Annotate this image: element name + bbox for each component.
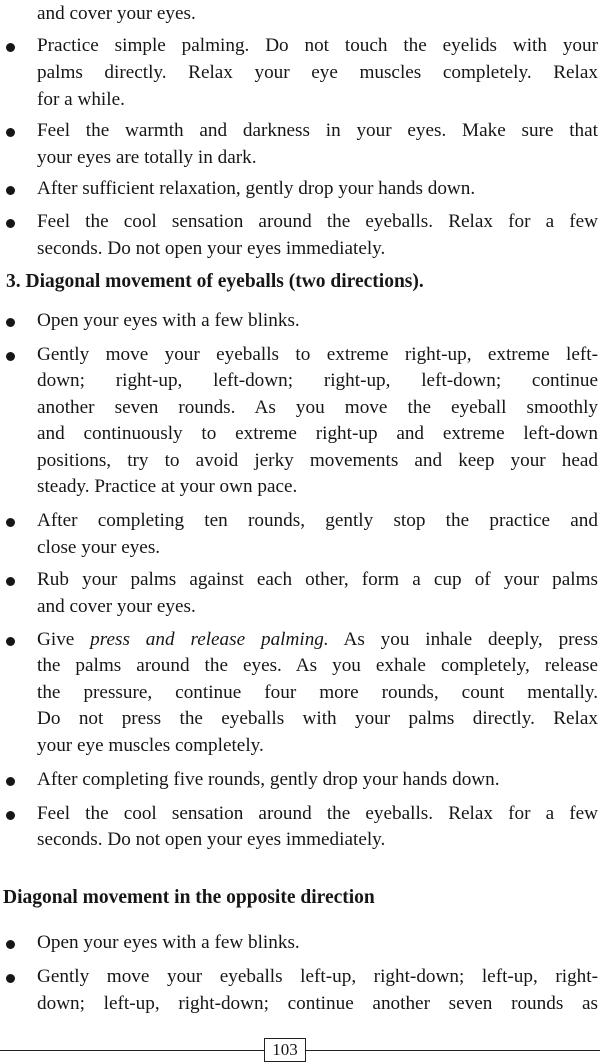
text-line: Gently move your eyeballs to extreme right-up, extreme left- bbox=[37, 344, 598, 365]
text-line: the palms around the eyes. As you exhale completely, release bbox=[37, 655, 598, 676]
text-line: your eyes are totally in dark. bbox=[37, 147, 257, 168]
text-line: steady. Practice at your own pace. bbox=[37, 476, 298, 497]
text-line: Feel the warmth and darkness in your eyes. Make sure that bbox=[37, 120, 598, 141]
text-line bbox=[37, 626, 598, 653]
page-number: 103 bbox=[264, 1038, 306, 1062]
text-run: As you inhale deeply, press bbox=[328, 629, 598, 650]
bullet-dot bbox=[6, 186, 15, 195]
text-line: the pressure, continue four more rounds, count mentally. bbox=[37, 682, 598, 703]
text-line: Do not press the eyeballs with your palms directly. Relax bbox=[37, 708, 598, 729]
text-line: down; right-up, left-down; right-up, left-down; continue bbox=[37, 370, 598, 391]
footer-rule-left bbox=[0, 1050, 264, 1051]
subsection-heading: Diagonal movement in the opposite direction bbox=[3, 887, 375, 908]
text-line: Rub your palms against each other, form a cup of your palms bbox=[37, 569, 598, 590]
bullet-dot bbox=[6, 352, 15, 361]
bullet-dot bbox=[6, 637, 15, 646]
bullet-dot bbox=[6, 219, 15, 228]
text-line: After sufficient relaxation, gently drop your hands down. bbox=[37, 178, 476, 199]
text-line: and cover your eyes. bbox=[37, 3, 196, 24]
text-run: Give bbox=[37, 629, 91, 650]
bullet-dot bbox=[6, 318, 15, 327]
bullet-dot bbox=[6, 974, 15, 983]
text-line: positions, try to avoid jerky movements and keep your head bbox=[37, 450, 598, 471]
text-line: Gently move your eyeballs left-up, right-down; left-up, right- bbox=[37, 966, 598, 987]
text-line: Open your eyes with a few blinks. bbox=[37, 932, 300, 953]
text-line: Practice simple palming. Do not touch the eyelids with your bbox=[37, 35, 598, 56]
text-line: palms directly. Relax your eye muscles completely. Relax bbox=[37, 62, 598, 83]
section-heading: 3. Diagonal movement of eyeballs (two directions). bbox=[6, 271, 424, 292]
text-line: and continuously to extreme right-up and extreme left-down bbox=[37, 423, 598, 444]
text-line: Feel the cool sensation around the eyeballs. Relax for a few bbox=[37, 803, 598, 824]
bullet-dot bbox=[6, 577, 15, 586]
bullet-dot bbox=[6, 777, 15, 786]
text-line: seconds. Do not open your eyes immediately. bbox=[37, 829, 386, 850]
bullet-dot bbox=[6, 518, 15, 527]
text-line: Feel the cool sensation around the eyeballs. Relax for a few bbox=[37, 211, 598, 232]
text-line: seconds. Do not open your eyes immediately. bbox=[37, 238, 386, 259]
bullet-dot bbox=[6, 940, 15, 949]
text-line: After completing five rounds, gently drop your hands down. bbox=[37, 769, 500, 790]
text-line: close your eyes. bbox=[37, 537, 161, 558]
bullet-dot bbox=[6, 811, 15, 820]
text-line: and cover your eyes. bbox=[37, 596, 196, 617]
text-line: down; left-up, right-down; continue another seven rounds as bbox=[37, 993, 598, 1014]
text-line: Open your eyes with a few blinks. bbox=[37, 310, 300, 331]
italic-phrase: press and release palming. bbox=[90, 629, 329, 650]
footer-rule-right bbox=[306, 1050, 600, 1051]
text-line: your eye muscles completely. bbox=[37, 735, 264, 756]
text-line: for a while. bbox=[37, 89, 125, 110]
text-line: After completing ten rounds, gently stop the practice and bbox=[37, 510, 598, 531]
bullet-dot bbox=[6, 43, 15, 52]
text-line: another seven rounds. As you move the eyeball smoothly bbox=[37, 397, 598, 418]
bullet-dot bbox=[6, 128, 15, 137]
